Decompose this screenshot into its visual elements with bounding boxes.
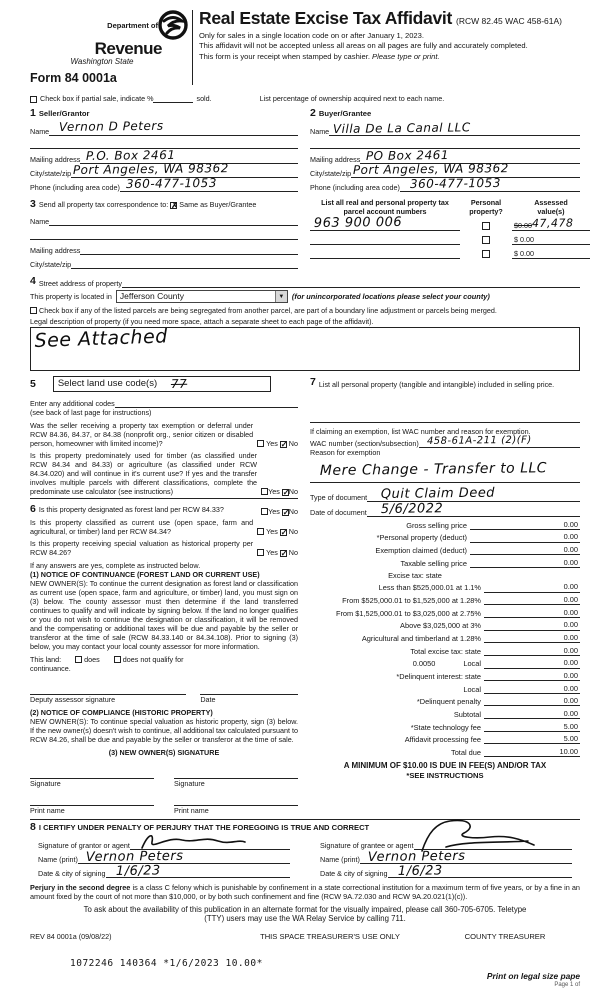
buyer-name-field[interactable] [329,120,580,137]
tax-correspondence-section [30,198,298,269]
seller-phone-field[interactable] [120,175,298,192]
parcel-row-2 [310,233,590,245]
title-rcw-reference: (RCW 82.45 WAC 458-61A) [456,16,562,26]
parcel-col1-header: List all real and personal property tax parcel account numbers [321,198,449,216]
seller-phone-value: 360-477-1053 [125,175,217,192]
correspondence-label: Send all property tax correspondence to: [38,200,169,209]
reason-exemption-label: Reason for exemption [310,448,381,458]
grantee-date-label: Date & city of signing [320,869,388,879]
street-address-field[interactable] [122,280,580,288]
fee-label: *Delinquent penalty [416,697,481,707]
buyer-city-value: Port Angeles, WA 98362 [352,161,510,178]
buyer-mailing-label: Mailing address [310,155,361,164]
print-name-label: Print name [174,806,209,816]
correspondence-mailing-label: Mailing address [30,246,81,256]
fee-value: 0.00 [484,671,580,681]
fee-value: 0.00 [470,532,580,542]
fee-value: 5.00 [484,734,580,744]
signature-label: Signature [174,779,205,789]
seller-name-label: Name [30,127,50,136]
parcel-table [310,198,590,269]
notice-2-body: NEW OWNER(S): To continue special valuation as historic property, sign (3) below. If the new owner(s) doesn't wish to continue, all additional tax calculated pursuant to RCW 84.26, shall be due and payable by the seller or transferor at the time of sale. [30,717,298,745]
fee-label: *State technology fee [410,722,481,732]
fee-label: From $525,000.01 to $1,525,000 at 1.28% [342,596,481,606]
no-label: No [288,439,298,449]
correspondence-city-field[interactable] [71,261,298,269]
grantor-printname-value: Vernon Peters [85,848,184,866]
no-label: No [288,548,298,558]
yes-label: Yes [268,487,280,497]
fee-label: Affidavit processing fee [404,735,481,745]
accessibility-notice-2: (TTY) users may use the WA Relay Service by calling 711. [204,914,406,924]
fee-value: 0.00 [470,520,580,530]
section-1-number: 1 [30,106,36,119]
s5q2-yes-checkbox[interactable] [261,488,268,495]
assessed-value-field-2[interactable] [512,233,590,245]
personal-property-checkbox-2[interactable] [482,236,490,244]
treasurer-space-label: THIS SPACE TREASURER'S USE ONLY [260,932,400,942]
wac-number-field[interactable] [419,434,580,448]
fee-label: Agricultural and timberland at 1.28% [361,634,481,644]
certify-statement: I CERTIFY UNDER PENALTY OF PERJURY THAT THE FOREGOING IS TRUE AND CORRECT [38,823,370,833]
fee-label: *Personal property (deduct) [376,533,467,543]
grantor-signature-label: Signature of grantor or agent [38,841,130,851]
seller-grantor-section [30,107,298,192]
fee-label: Taxable selling price [400,558,467,568]
wac-number-label: WAC number (section/subsection) [310,439,419,449]
see-instructions-note: *SEE INSTRUCTIONS [406,771,484,781]
correspondence-extra-field[interactable] [30,226,298,240]
land-use-section [30,376,298,392]
continuance-label: continuance. [30,664,71,674]
buyer-phone-field[interactable] [400,175,580,192]
same-as-buyer-label: Same as Buyer/Grantee [179,200,257,209]
parcel-number-field-3[interactable] [310,247,460,259]
fee-value: 5.00 [484,722,580,732]
s6q2-no-checkbox[interactable]: ✓ [280,528,288,538]
doc-date-label: Date of document [310,508,367,518]
s5q2-no-checkbox[interactable]: ✓ [282,488,290,498]
additional-codes-field[interactable] [115,400,298,408]
dept-of-label: Department of [107,21,158,31]
perjury-notice: Perjury in the second degree is a class C felony which is punishable by confinement in a state correctional institution for a maximum term of five years, or by a fine in an amount fixed by the court of not more than $10,000, or by both such confinement and fine (RCW 9A.72.030 and RCW 9A.20.021(1)(c)). [30,883,580,902]
seller-section-label: Seller/Grantor [38,108,90,118]
fee-value: 0.00 [470,545,580,555]
dor-logo-block [30,8,188,87]
grantee-signature-label: Signature of grantee or agent [320,841,414,851]
fee-value: 0.00 [484,595,580,605]
assessed-printed-value-1: $0.00 [514,221,532,230]
new-owner-printname-field-2[interactable] [174,794,298,806]
s6q1-no-checkbox[interactable]: ✓ [282,508,290,518]
seller-city-value: Port Angeles, WA 98362 [72,161,230,178]
s6q2-yes-checkbox[interactable] [257,528,264,535]
deputy-assessor-signature-field[interactable] [30,683,186,695]
fee-label: Gross selling price [406,520,467,530]
grantee-date-value: 1/6/23 [397,863,443,880]
header-note-1: Only for sales in a single location code on or after January 1, 2023. [199,30,424,40]
doc-date-value: 5/6/2022 [380,501,444,518]
correspondence-name-label: Name [30,217,50,227]
legal-description-value: See Attached [34,325,169,353]
no-label: No [288,507,298,517]
grantor-date-label: Date & city of signing [38,869,106,879]
section-7-number: 7 [310,376,316,389]
section-3-number: 3 [30,198,36,210]
parcel-number-field-2[interactable] [310,233,460,245]
yes-label: Yes [268,507,280,517]
buyer-name-label: Name [310,127,330,136]
grantee-printname-value: Vernon Peters [367,848,466,866]
doc-type-value: Quit Claim Deed [380,485,496,503]
partial-sale-percent-field[interactable] [153,95,193,103]
doc-date-field[interactable] [367,501,580,518]
fee-label: From $1,525,000.01 to $3,025,000 at 2.75% [335,608,481,618]
seller-phone-label: Phone (including area code) [30,183,120,192]
this-land-label: This land: [30,655,62,665]
section-2-number: 2 [310,106,316,119]
signature-label: Signature [30,779,61,789]
fee-value: 0.00 [470,558,580,568]
fee-value: 0.00 [484,582,580,592]
chevron-down-icon[interactable]: ▼ [275,291,287,302]
fee-value: 10.00 [484,747,580,757]
additional-codes-note: (see back of last page for instructions) [30,408,152,418]
fee-label: Local [463,684,481,694]
county-treasurer-label: COUNTY TREASURER [464,932,546,942]
correspondence-city-label: City/state/zip [30,260,72,270]
grantee-date-field[interactable] [388,863,572,880]
form-header [30,8,580,87]
county-dropdown[interactable] [116,290,288,303]
fee-label: *Delinquent interest: state [396,671,481,681]
seller-name-field[interactable] [49,118,298,136]
land-use-code-box[interactable] [53,376,271,392]
grantor-date-field[interactable] [106,863,290,880]
dor-logo-icon [158,10,188,42]
buyer-name-value: Villa De La Canal LLC [333,120,471,137]
fee-label: Subtotal [453,709,481,719]
personal-property-checkbox-1[interactable] [482,222,490,230]
parcel-col2-header: Personal property? [469,198,503,216]
fee-table [310,520,580,757]
grantor-printname-field[interactable] [78,848,290,866]
assessed-value-field-3[interactable] [512,247,590,259]
parcel-number-field-1[interactable] [310,216,460,231]
new-owner-signature-field-1[interactable] [30,767,154,779]
minimum-due-note: A MINIMUM OF $10.00 IS DUE IN FEE(S) AND/OR TAX [343,761,547,771]
fee-value: 0.00 [484,696,580,706]
does-label: does [84,655,100,665]
county-selected-value: Jefferson County [119,291,185,302]
s5-question-1: Was the seller receiving a property tax exemption or deferral under RCW 84.36, 84.37, or 84.38 (nonprofit org., senior citizen or disabled person, homeowner with limited income)? [30,421,254,449]
s6-question-3: Is this property receiving special valuation as historical property per RCW 84.26? [30,539,254,558]
parcel-col3-header: Assessed value(s) [534,198,568,216]
fee-label: Total due [451,747,481,757]
parcel-number-value: 963 900 006 [313,214,403,231]
segregated-checkbox[interactable] [30,307,37,314]
header-note-2: This affidavit will not be accepted unless all areas on all pages are fully and accurately completed. [199,41,528,51]
seller-city-label: City/state/zip [30,169,72,178]
personal-property-label: List all personal property (tangible and intangible) included in selling price. [318,380,555,390]
fee-value: 0.00 [484,684,580,694]
rev-form-footer: REV 84 0001a (09/08/22) [30,932,112,942]
if-yes-note: If any answers are yes, complete as instructed below. [30,561,201,571]
seller-mailing-value: P.O. Box 2461 [86,147,176,164]
wac-number-value: 458-61A-211 (2)(F) [426,434,532,447]
local-rate-value: 0.0050 [412,659,436,669]
assessed-handwritten-value-1: 47,478 [531,216,574,231]
s5-question-2: Is this property predominately used for timber (as classified under RCW 84.34 and 84.33) or agriculture (as classified under RCW 84.34.020) and will continue in it's current use? If yes and the transfer involves multiple parcels with different classifications, complete the predominate use calculator (see instructions) [30,451,258,497]
washington-state-label: Washington State [70,57,134,67]
page-number-note: Page 1 of [554,981,580,988]
seller-mailing-label: Mailing address [30,155,81,164]
reason-exemption-value: Mere Change - Transfer to LLC [319,459,548,479]
yes-label: Yes [266,548,278,558]
located-in-label: This property is located in [30,292,112,302]
additional-codes-label: Enter any additional codes [30,399,115,409]
notice-1-title: (1) NOTICE OF CONTINUANCE (FOREST LAND OR CURRENT USE) [30,570,260,580]
page-title: Real Estate Excise Tax Affidavit [199,8,453,28]
assessed-printed-value-3: $ 0.00 [514,249,534,258]
no-label: No [288,487,298,497]
fee-value: 0.00 [484,608,580,618]
assessed-printed-value-2: $ 0.00 [514,235,534,244]
print-name-label: Print name [30,806,65,816]
fee-label: Exemption claimed (deduct) [375,545,467,555]
fee-label: Local [463,659,481,669]
reason-exemption-field[interactable] [310,457,580,483]
notice-1-body: NEW OWNER(S): To continue the current designation as forest land or classification as current use (open space, farm and agriculture, or timber) land, you must sign on (3) below. The county assessor must then determine if the land transferred continues to qualify and will indicate by signing below. If the land no longer qualifies or you do not wish to continue the designation or classification, it will be removed and the compensating or additional taxes will be due and payable by the seller or transferor at the time of sale (RCW 84.33.140 or 84.34.108). Prior to signing (3) below, you may contact your local county assessor for more information. [30,579,298,652]
section-5-number: 5 [30,377,36,390]
s6q3-yes-checkbox[interactable] [257,549,264,556]
land-use-box-label: Select land use code(s) [57,378,158,390]
exemption-note: If claiming an exemption, list WAC number and reason for exemption. [310,427,531,437]
s5q1-yes-checkbox[interactable] [257,440,264,447]
notice-3-title: (3) NEW OWNER(S) SIGNATURE [108,748,220,758]
does-not-label: does not qualify for [122,655,184,665]
personal-property-checkbox-3[interactable] [482,250,490,258]
cashier-stamp: 1072246 140364 *1/6/2023 10.00* [70,957,263,969]
s5q1-no-checkbox[interactable]: ✓ [280,440,288,450]
assessed-value-field-1[interactable] [512,216,590,231]
sold-label: sold. [196,93,212,103]
grantee-printname-field[interactable] [360,848,572,866]
deputy-assessor-label: Deputy assessor signature [30,695,116,705]
deputy-date-label: Date [200,695,216,705]
section-4-number: 4 [30,275,36,287]
seller-name-value: Vernon D Peters [59,118,164,135]
yes-label: Yes [266,527,278,537]
notice-2-title: (2) NOTICE OF COMPLIANCE (HISTORIC PROPERTY) [30,708,213,718]
ownership-note: List percentage of ownership acquired next to each name. [259,93,445,103]
deputy-date-field[interactable] [200,683,298,695]
same-as-buyer-checkbox[interactable]: ✗ [171,201,178,210]
correspondence-name-field[interactable] [49,218,298,226]
legal-description-label: Legal description of property (if you need more space, attach a separate sheet to each page of the affidavit). [30,317,374,327]
new-owner-signature-field-2[interactable] [174,767,298,779]
land-does-checkbox[interactable] [75,656,82,663]
land-use-code-value: 77 [170,376,188,391]
s6-question-1: Is this property designated as forest land per RCW 84.33? [38,505,224,515]
fee-label: Above $3,025,000 at 3% [400,621,481,631]
s6q3-no-checkbox[interactable]: ✓ [280,549,288,559]
fee-value: 0.00 [484,646,580,656]
partial-sale-label: Check box if partial sale, indicate % [40,93,154,103]
fee-value: 0.00 [484,620,580,630]
grantor-printname-label: Name (print) [38,855,78,865]
parcel-row-3 [310,247,590,259]
section-8-number: 8 [30,821,36,834]
accessibility-notice-1: To ask about the availability of this publication in an alternate format for the visually impaired, please call 360-705-6705. Teletype [83,904,527,914]
segregated-label: Check box if any of the listed parcels are being segregated from another parcel, are part of a boundary line adjustment or parcels being merged. [39,306,497,316]
certification-section [30,819,580,878]
no-label: No [288,527,298,537]
buyer-phone-label: Phone (including area code) [310,183,400,192]
land-does-not-checkbox[interactable] [114,656,121,663]
buyer-grantee-section [310,107,580,192]
header-divider [192,10,193,85]
partial-sale-checkbox[interactable] [30,96,37,103]
fee-label: Less than $525,000.01 at 1.1% [378,583,481,593]
section-6-number: 6 [30,503,36,516]
grantee-printname-label: Name (print) [320,855,360,865]
property-address-section [30,276,580,371]
buyer-city-label: City/state/zip [310,169,352,178]
grantor-date-value: 1/6/23 [115,863,161,880]
fee-value: 0.00 [484,709,580,719]
personal-property-field[interactable] [310,389,580,423]
revenue-wordmark: Revenue [94,39,162,58]
fee-value: 0.00 [484,633,580,643]
buyer-phone-value: 360-477-1053 [409,175,501,192]
s6q1-yes-checkbox[interactable] [261,508,268,515]
yes-label: Yes [266,439,278,449]
fee-label: Total excise tax: state [410,646,481,656]
fee-value: 0.00 [484,658,580,668]
s6-question-2: Is this property classified as current use (open space, farm and agricultural, or timber) land per RCW 84.34? [30,518,254,537]
excise-tax-state-header: Excise tax: state [388,570,442,580]
new-owner-printname-field-1[interactable] [30,794,154,806]
buyer-section-label: Buyer/Grantee [318,108,372,118]
buyer-mailing-value: PO Box 2461 [366,147,450,164]
correspondence-mailing-field[interactable] [80,247,298,255]
print-legal-size-note: Print on legal size pape [486,971,580,982]
street-address-label: Street address of property [38,279,122,289]
doc-type-label: Type of document [310,493,368,503]
header-note-3: This form is your receipt when stamped by cashier. Please type or print. [199,51,440,61]
county-note: (for unincorporated locations please select your county) [291,292,490,301]
legal-description-field[interactable] [30,327,580,371]
parcel-row-1 [310,216,590,231]
form-number: Form 84 0001a [30,71,117,86]
